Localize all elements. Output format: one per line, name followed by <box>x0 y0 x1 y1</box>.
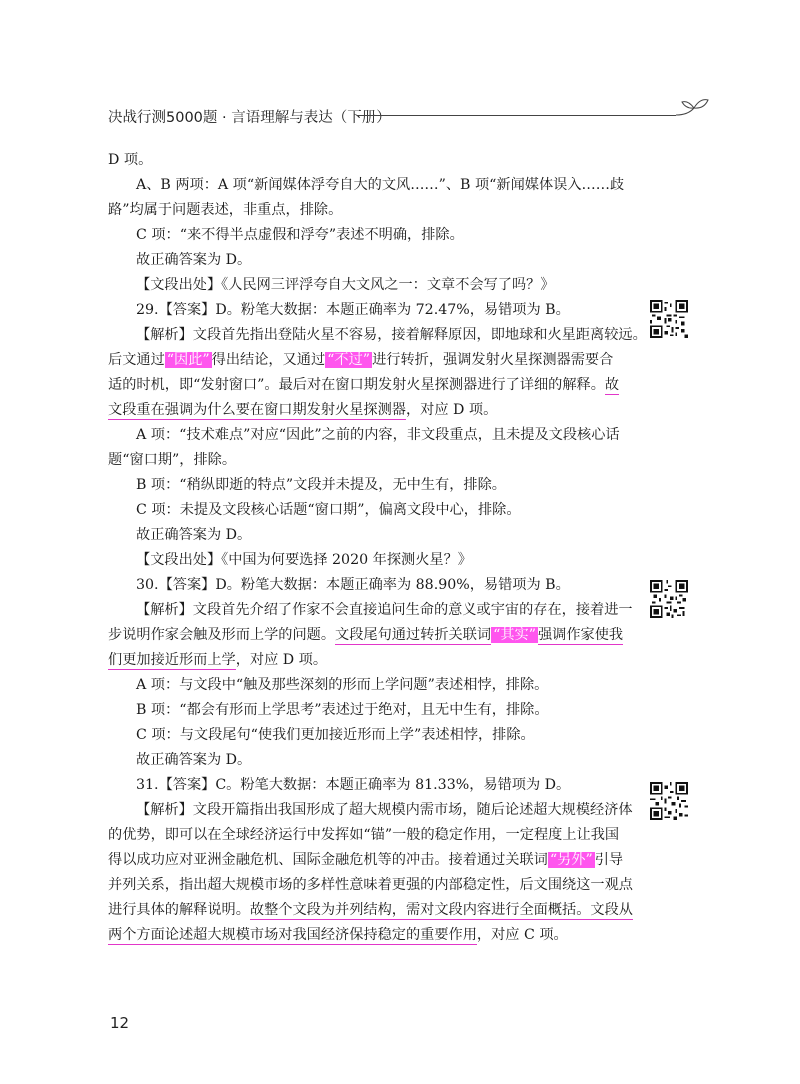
text-line <box>108 623 688 648</box>
header-title: 决战行测5000题 · 言语理解与表达（下册） <box>108 110 391 126</box>
text-segment: ，对应 C 项。 <box>476 927 568 943</box>
underlined-text: 文段尾句通过转折关联词 <box>335 627 492 643</box>
analysis-line: 【解析】文段开篇指出我国形成了超大规模内需市场，随后论述超大规模经济体 <box>136 802 633 818</box>
text-line: D 项。 <box>108 152 153 168</box>
text-segment: 步说明作家会触及形而上学的问题。 <box>108 627 336 643</box>
text-segment: 进行具体的解释说明。 <box>108 902 250 918</box>
text-segment: 后文通过 <box>108 352 165 368</box>
highlighted-keyword: “因此” <box>166 352 210 368</box>
text-segment: 得以成功应对亚洲金融危机、国际金融危机等的冲击。接着通过关联词 <box>108 852 548 868</box>
text-line: A 项：“技术难点”对应“因此”之前的内容，非文段重点，且未提及文段核心话 <box>136 427 620 443</box>
text-line <box>108 398 688 423</box>
underlined-text: 强调作家使我 <box>537 627 624 643</box>
qr-code-icon[interactable] <box>650 580 688 618</box>
answer-line: 31.【答案】C。粉笔大数据：本题正确率为 81.33%，易错项为 D。 <box>136 777 571 793</box>
text-line: 并列关系，指出超大规模市场的多样性意味着更强的内部稳定性，后文围绕这一观点 <box>108 877 633 893</box>
page-body <box>108 148 688 948</box>
underlined-text: 两个方面论述超大规模市场对我国经济保持稳定的重要作用 <box>108 927 477 943</box>
highlighted-keyword: “不过” <box>327 352 371 368</box>
text-line: C 项：“来不得半点虚假和浮夸”表述不明确，排除。 <box>136 227 464 243</box>
text-line: C 项：与文段尾句“使我们更加接近形而上学”表述相悖，排除。 <box>136 727 535 743</box>
underlined-text: 们更加接近形而上学 <box>108 652 236 668</box>
source-line: 【文段出处】《中国为何要选择 2020 年探测火星？》 <box>136 552 472 568</box>
text-segment: ，对应 D 项。 <box>235 652 328 668</box>
text-line: C 项：未提及文段核心话题“窗口期”，偏离文段中心，排除。 <box>136 502 521 518</box>
source-line: 【文段出处】《人民网三评浮夸自大文风之一：文章不会写了吗？》 <box>136 277 555 293</box>
text-line: B 项：“都会有形而上学思考”表述过于绝对，且无中生有，排除。 <box>136 702 549 718</box>
text-line <box>108 348 688 373</box>
answer-line: 30.【答案】D。粉笔大数据：本题正确率为 88.90%，易错项为 B。 <box>136 577 570 593</box>
text-line <box>108 923 688 948</box>
text-segment: ，对应 D 项。 <box>405 402 498 418</box>
analysis-line: 【解析】文段首先介绍了作家不会直接追问生命的意义或宇宙的存在，接着进一 <box>136 602 633 618</box>
text-segment: 适的时机，即“发射窗口”。最后对在窗口期发射火星探测器进行了详细的解释。 <box>108 377 605 393</box>
highlighted-keyword: “其实” <box>493 627 536 643</box>
page-number: 12 <box>110 1014 130 1032</box>
text-line <box>108 373 688 398</box>
qr-code-icon[interactable] <box>650 300 688 338</box>
running-header <box>108 104 708 128</box>
text-line: 故正确答案为 D。 <box>136 752 252 768</box>
sprout-icon <box>674 94 714 124</box>
qr-code-icon[interactable] <box>650 782 688 820</box>
header-rule <box>358 115 676 116</box>
text-line <box>108 648 688 673</box>
text-line: B 项：“稍纵即逝的特点”文段并未提及，无中生有，排除。 <box>136 477 506 493</box>
text-line <box>108 898 688 923</box>
text-line <box>108 848 688 873</box>
text-line: 的优势，即可以在全球经济运行中发挥如“锚”一般的稳定作用，一定程度上让我国 <box>108 827 620 843</box>
underlined-text: 故整个文段为并列结构，需对文段内容进行全面概括。文段从 <box>249 902 633 918</box>
answer-line: 29.【答案】D。粉笔大数据：本题正确率为 72.47%，易错项为 B。 <box>136 302 570 318</box>
text-line: 故正确答案为 D。 <box>136 252 252 268</box>
underlined-text: 文段重在强调为什么要在窗口期发射火星探测器 <box>108 402 406 418</box>
text-line: A 项：与文段中“触及那些深刻的形而上学问题”表述相悖，排除。 <box>136 677 549 693</box>
analysis-line: 【解析】文段首先指出登陆火星不容易，接着解释原因，即地球和火星距离较远。 <box>136 327 647 343</box>
highlighted-keyword: “另外” <box>549 852 593 868</box>
text-line: 题“窗口期”，排除。 <box>108 452 237 468</box>
text-line: A、B 两项：A 项“新闻媒体浮夸自大的文风……”、B 项“新闻媒体误入……歧 <box>136 177 625 193</box>
underlined-text: 故 <box>604 377 620 393</box>
text-line: 路”均属于问题表述，非重点，排除。 <box>108 202 343 218</box>
text-line: 故正确答案为 D。 <box>136 527 252 543</box>
text-segment: 得出结论，又通过 <box>211 352 326 368</box>
text-segment: 引导 <box>594 852 624 868</box>
text-segment: 进行转折，强调发射火星探测器需要合 <box>372 352 614 368</box>
